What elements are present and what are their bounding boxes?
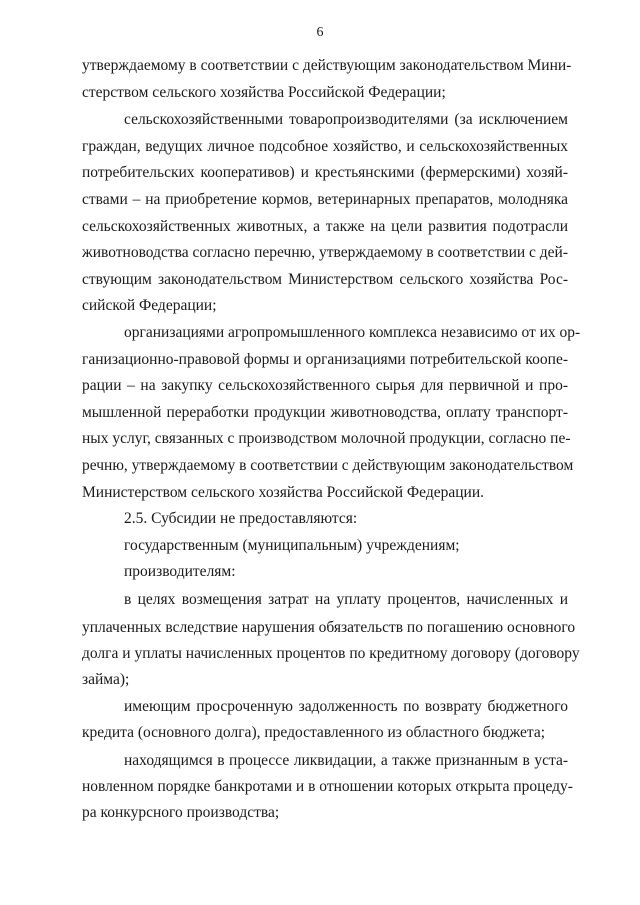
text-line: займа);: [82, 671, 130, 688]
text-line: стерством сельского хозяйства Российской Федерации;: [82, 84, 446, 101]
text-line: животноводства согласно перечню, утверждаемому в соответствии с дей-: [82, 244, 569, 261]
text-line: в целях возмещения затрат на уплату процентов, начисленных и: [124, 591, 568, 608]
text-line: долга и уплаты начисленных процентов по кредитному договору (договору: [82, 645, 580, 662]
text-line: речню, утверждаемому в соответствии с действующим законодательством: [82, 457, 574, 474]
text-line: государственным (муниципальным) учреждениям;: [124, 537, 460, 554]
section-heading: 2.5. Субсидии не предоставляются:: [124, 510, 358, 527]
text-line: ра конкурсного производства;: [82, 804, 280, 821]
text-line: ствами – на приобретение кормов, ветеринарных препаратов, молодняка: [82, 191, 568, 208]
text-line: утверждаемому в соответствии с действующим законодательством Мини-: [82, 57, 572, 74]
text-line: сельскохозяйственными товаропроизводителями (за исключением: [124, 111, 568, 128]
text-line: новленном порядке банкротами и в отношении которых открыта процеду-: [82, 778, 573, 795]
text-line: кредита (основного долга), предоставленного из областного бюджета;: [82, 724, 546, 741]
text-line: организациями агропромышленного комплекса независимо от их ор-: [124, 324, 581, 341]
text-line: мышленной переработки продукции животноводства, оплату транспорт-: [82, 404, 568, 421]
text-line: сельскохозяйственных животных, а также на цели развития подотрасли: [82, 218, 568, 235]
text-line: рации – на закупку сельскохозяйственного сырья для первичной и про-: [82, 377, 568, 394]
text-line: ных услуг, связанных с производством молочной продукции, согласно пе-: [82, 430, 571, 447]
text-line: имеющим просроченную задолженность по возврату бюджетного: [124, 698, 568, 715]
text-line: сийской Федерации;: [82, 297, 217, 314]
text-line: потребительских кооперативов) и крестьянскими (фермерскими) хозяй-: [82, 164, 568, 181]
text-line: ганизационно-правовой формы и организациями потребительской коопе-: [82, 351, 568, 368]
text-line: находящимся в процессе ликвидации, а также признанным в уста-: [124, 752, 568, 769]
page-number: 6: [316, 25, 324, 40]
text-line: Министерством сельского хозяйства Российской Федерации.: [82, 484, 484, 501]
text-line: производителям:: [124, 563, 236, 580]
text-line: ствующим законодательством Министерством сельского хозяйства Рос-: [82, 271, 568, 288]
text-line: граждан, ведущих личное подсобное хозяйство, и сельскохозяйственных: [82, 138, 568, 155]
text-line: уплаченных вследствие нарушения обязательств по погашению основного: [82, 619, 576, 636]
